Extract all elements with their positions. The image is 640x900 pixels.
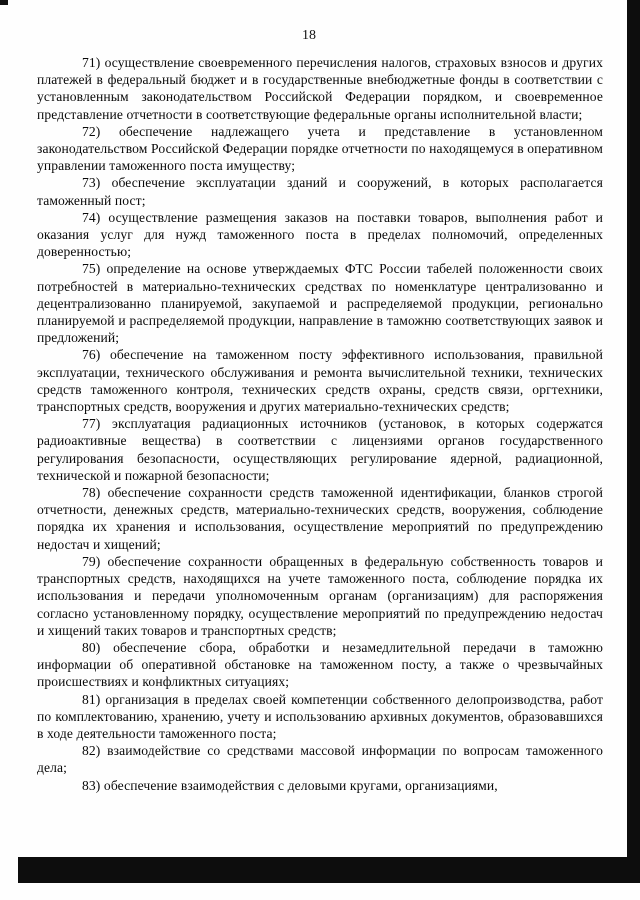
paragraph: 72) обеспечение надлежащего учета и представление в установленном законодательством Российской Федерации порядке отчетности по находящемуся в оперативном управлении таможенного поста имуществу; (37, 123, 603, 174)
paragraph: 80) обеспечение сбора, обработки и незамедлительной передачи в таможню информации об оперативной обстановке на таможенном посту, а также о чрезвычайных происшествиях и конфликтных ситуациях; (37, 639, 603, 690)
scan-edge-bottom (18, 857, 640, 883)
paragraph: 74) осуществление размещения заказов на поставки товаров, выполнения работ и оказания услуг для нужд таможенного поста в пределах полномочий, определенных доверенностью; (37, 209, 603, 260)
paragraph: 82) взаимодействие со средствами массовой информации по вопросам таможенного дела; (37, 743, 603, 776)
paragraph: 83) обеспечение взаимодействия с деловыми кругами, организациями, (82, 777, 498, 793)
scan-artifact-top-left (0, 0, 8, 5)
paragraph: 76) обеспечение на таможенном посту эффективного использования, правильной эксплуатации, технического обслуживания и ремонта вычислительной техники, технических средств таможенного контроля, технических средств охраны, средств связи, оргтехники, транспортных средств, вооружения и других материально-технических средств; (37, 347, 603, 415)
paragraph: 78) обеспечение сохранности средств таможенной идентификации, бланков строгой отчетности, денежных средств, материально-технических средств, вооружения, соблюдение порядка их хранения и использования, осуществление мероприятий по предупреждению недостач и хищений; (37, 485, 603, 552)
scan-edge-right (627, 0, 640, 883)
page-number: 18 (302, 28, 316, 43)
paragraph: 73) обеспечение эксплуатации зданий и сооружений, в которых располагается таможенный пост; (37, 175, 603, 208)
paragraph: 79) обеспечение сохранности обращенных в федеральную собственность товаров и транспортных средств, находящихся на учете таможенного поста, соблюдение порядка их использования и передачи уполномоченным органам (организациям) для распоряжения согласно установленному порядку, осуществление мероприятий по предупреждению недостач и хищений таких товаров и транспортных средств; (37, 553, 603, 638)
paragraph: 81) организация в пределах своей компетенции собственного делопроизводства, работ по комплектованию, хранению, учету и использованию архивных документов, образовавшихся в ходе деятельности таможенного поста; (37, 691, 603, 741)
paragraph: 71) осуществление своевременного перечисления налогов, страховых взносов и других платежей в федеральный бюджет и в государственные внебюджетные фонды в соответствии с установленным законодательством Российской Федерации порядком, и своевременное представление отчетности в соответствующие федеральные органы исполнительной власти; (37, 55, 603, 122)
document-body (37, 54, 603, 794)
paragraph: 77) эксплуатация радиационных источников (установок, в которых содержатся радиоактивные вещества) в соответствии с лицензиями органов государственного регулирования безопасности, осуществляющих регулирование ядерной, радиационной, технической и пожарной безопасности; (37, 416, 603, 483)
paragraph: 75) определение на основе утверждаемых ФТС России табелей положенности своих потребностей в материально-технических средствах по номенклатуре централизованно и децентрализованно планируемой, закупаемой и распределяемой продукции, регионально планируемой и распределяемой продукции, направление в таможню соответствующих заявок и предложений; (37, 261, 603, 346)
